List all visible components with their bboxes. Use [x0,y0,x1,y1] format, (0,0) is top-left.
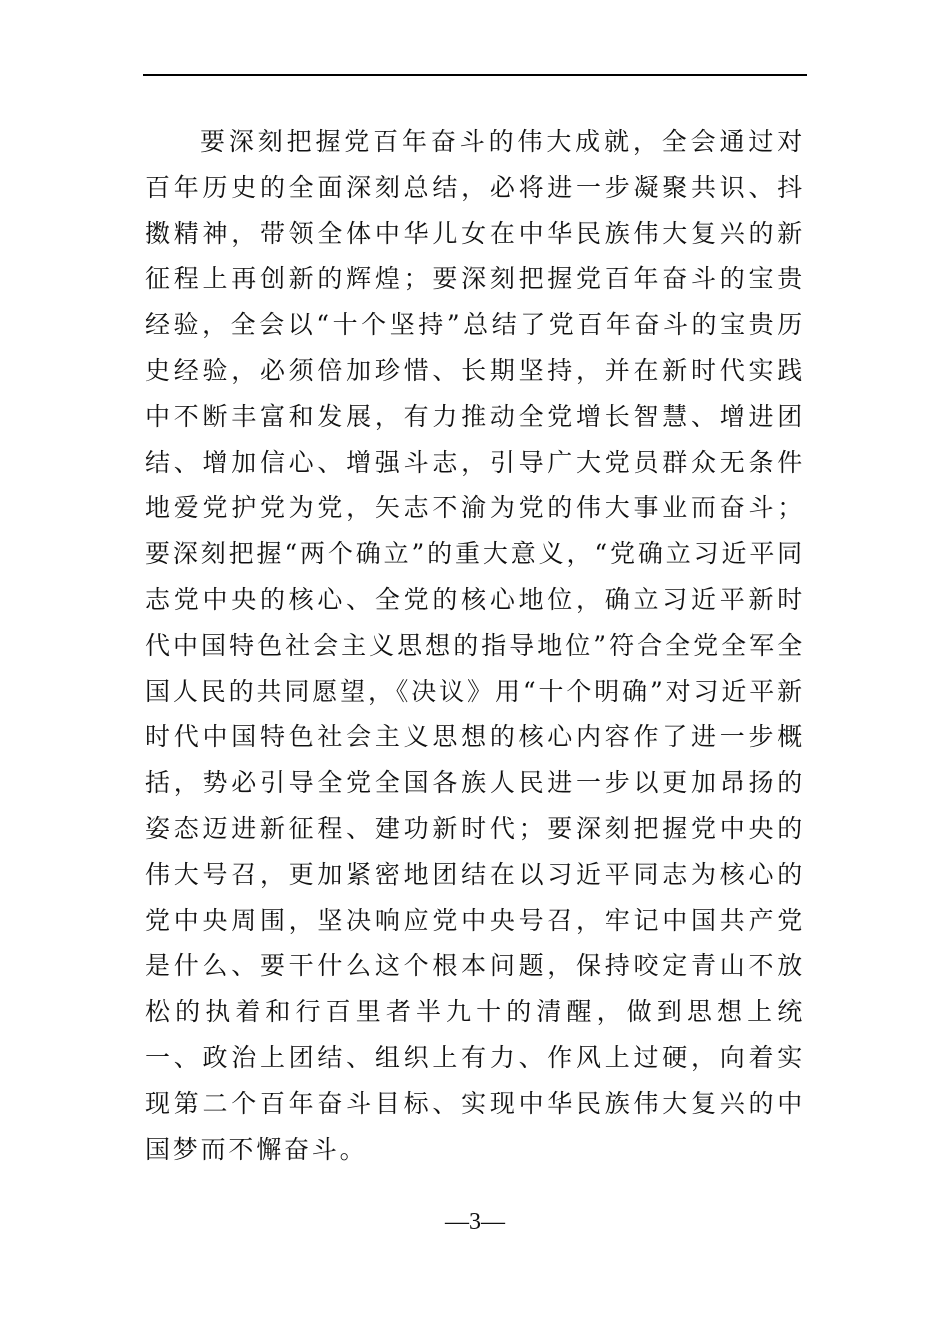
body-paragraph: 要深刻把握党百年奋斗的伟大成就，全会通过对百年历史的全面深刻总结，必将进一步凝聚共识、抖擞精神，带领全体中华儿女在中华民族伟大复兴的新征程上再创新的辉煌；要深刻把握党百年奋斗的宝贵经验，全会以“十个坚持”总结了党百年奋斗的宝贵历史经验，必须倍加珍惜、长期坚持，并在新时代实践中不断丰富和发展，有力推动全党增长智慧、增进团结、增加信心、增强斗志，引导广大党员群众无条件地爱党护党为党，矢志不渝为党的伟大事业而奋斗；要深刻把握“两个确立”的重大意义，“党确立习近平同志党中央的核心、全党的核心地位，确立习近平新时代中国特色社会主义思想的指导地位”符合全党全军全国人民的共同愿望，《决议》用“十个明确”对习近平新时代中国特色社会主义思想的核心内容作了进一步概括，势必引导全党全国各族人民进一步以更加昂扬的姿态迈进新征程、建功新时代；要深刻把握党中央的伟大号召，更加紧密地团结在以习近平同志为核心的党中央周围，坚决响应党中央号召，牢记中国共产党是什么、要干什么这个根本问题，保持咬定青山不放松的执着和行百里者半九十的清醒，做到思想上统一、政治上团结、组织上有力、作风上过硬，向着实现第二个百年奋斗目标、实现中华民族伟大复兴的中国梦而不懈奋斗。 [145,127,805,1164]
page-number: —3— [445,1209,505,1235]
header-rule [143,74,807,76]
